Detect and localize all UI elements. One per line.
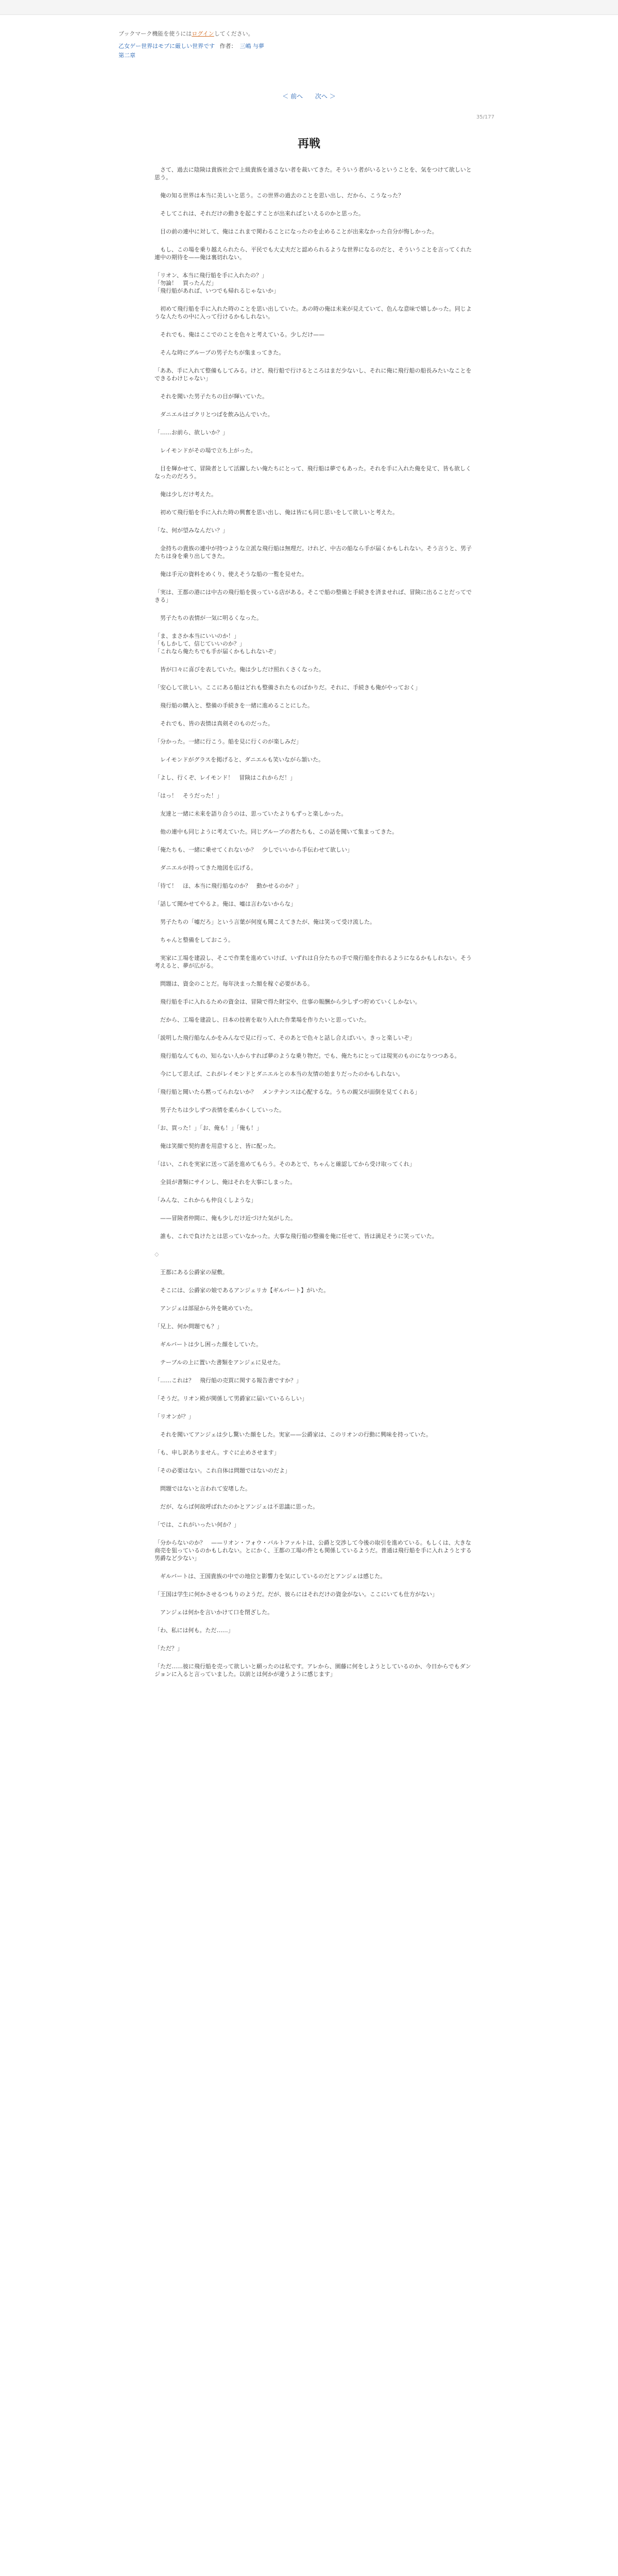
body-paragraph: ダニエルはゴクリとつばを飲み込んでいた。 bbox=[160, 411, 273, 418]
body-paragraph: 「分からないのか？ ——リオン・フォウ・バルトファルトは、公爵と交渉して今後の取引を進めている。もしくは、大きな商売を狙っているのかもしれない。とにかく、王都の工場の件とも関係しているようだ。普通は飛行船を手に入れようとする男爵など少ない」 bbox=[154, 1539, 472, 1562]
body-paragraph: 男子たちの表情が一気に明るくなった。 bbox=[160, 615, 262, 621]
chapter-label bbox=[118, 52, 510, 60]
body-paragraph: 「も、申し訳ありません。すぐに止めさせます」 bbox=[154, 1449, 280, 1456]
body-paragraph: 全員が書類にサインし、俺はそれを大事にしまった。 bbox=[160, 1179, 296, 1185]
body-paragraph: そこには、公爵家の娘であるアンジェリカ【ギルバート】がいた。 bbox=[160, 1287, 330, 1294]
body-paragraph: 「ただ……彼に飛行船を売って欲しいと願ったのは私です。アレから、園藤に何をしようとしているのか、今日からでもダンジョンに入ると言っていました。以前とは何かが違うように感じます」 bbox=[154, 1663, 471, 1677]
body-paragraph: 他の連中も同じように考えていた。同じグループの者たちも、この話を聞いて集まってきた。 bbox=[160, 828, 398, 835]
episode-nav bbox=[0, 92, 618, 100]
body-paragraph: 俺は少しだけ考えた。 bbox=[160, 491, 217, 498]
body-paragraph: 「リオンが？」 bbox=[154, 1413, 194, 1420]
body-paragraph: だから、工場を建設し、日本の技術を取り入れた作業場を作りたいと思っていた。 bbox=[160, 1016, 370, 1023]
body-paragraph: 「リオン、本当に飛行船を手に入れたの？」 「勿論！ 買ったんだ」 「飛行船があれば、いつでも帰れるじゃないか」 bbox=[154, 272, 279, 294]
body-paragraph: 皆が口々に喜びを表していた。俺は少しだけ照れくさくなった。 bbox=[160, 666, 324, 673]
body-paragraph: 初めて飛行船を手に入れた時の興奮を思い出し、俺は皆にも同じ思いをして欲しいと考えた。 bbox=[160, 509, 398, 516]
body-paragraph: 「……お前ら、欲しいか？」 bbox=[154, 429, 228, 436]
body-paragraph: 王都にある公爵家の屋敷。 bbox=[160, 1269, 228, 1276]
body-paragraph: ギルバートは、王国貴族の中での地位と影響力を気にしているのだとアンジェは感じた。 bbox=[160, 1573, 386, 1580]
body-paragraph: 飛行船なんてもの、知らない人からすれば夢のような乗り物だ。でも、俺たちにとっては現実のものになりつつある。 bbox=[160, 1053, 460, 1059]
body-paragraph: 「俺たちも、一緒に乗せてくれないか？ 少しでいいから手伝わせて欲しい」 bbox=[154, 846, 353, 853]
body-paragraph: ——冒険者仲間に、俺も少しだけ近づけた気がした。 bbox=[160, 1215, 296, 1222]
body-paragraph: アンジェは何かを言いかけて口を閉ざした。 bbox=[160, 1609, 273, 1616]
body-paragraph: 問題は、資金のことだ。毎年決まった額を稼ぐ必要がある。 bbox=[160, 980, 313, 987]
chapter-link[interactable]: 第二章 bbox=[118, 52, 135, 59]
login-link[interactable]: ログイン bbox=[192, 30, 214, 37]
author-link[interactable]: 三嶋 与夢 bbox=[239, 43, 264, 49]
body-paragraph: 誰も、これで負けたとは思っていなかった。大事な飛行船の整備を俺に任せて、皆は満足そうに笑っていた。 bbox=[160, 1233, 438, 1240]
body-paragraph: 「はっ！ そうだった！」 bbox=[154, 792, 222, 799]
body-paragraph: 「お、買った！」「お、俺も！」「俺も！」 bbox=[154, 1125, 262, 1131]
body-paragraph: 「はい、これを実家に送って話を進めてもらう。そのあとで、ちゃんと確認してから受け取ってくれ」 bbox=[154, 1161, 415, 1167]
body-paragraph: 「な、何が望みなんだい？」 bbox=[154, 527, 228, 534]
body-paragraph: テーブルの上に置いた書類をアンジェに見せた。 bbox=[160, 1359, 284, 1366]
body-paragraph: だが、ならば何故呼ばれたのかとアンジェは不思議に思った。 bbox=[160, 1503, 319, 1510]
bookmark-notice bbox=[118, 30, 510, 38]
body-paragraph: 「みんな、これからも仲良くしような」 bbox=[154, 1197, 256, 1204]
site-top-bar bbox=[0, 0, 618, 15]
body-paragraph: 目を輝かせて、冒険者として活躍したい俺たちにとって、飛行船は夢でもあった。それを手に入れた俺を見て、皆も欲しくなったのだろう。 bbox=[154, 465, 472, 480]
body-paragraph: それでも、皆の表情は真剣そのものだった。 bbox=[160, 720, 273, 727]
body-paragraph: 俺は笑顔で契約書を用意すると、皆に配った。 bbox=[160, 1143, 279, 1149]
body-paragraph: さて、過去に陰険は貴族社会で上級貴族を通さない者を裁いてきた。そういう者がいるということを、気をつけて欲しいと思う。 bbox=[154, 166, 472, 181]
body-paragraph: 「実は、王都の港には中古の飛行船を扱っている店がある。そこで船の整備と手続きを済ませれば、冒険に出ることだってできる」 bbox=[154, 589, 472, 603]
notice-text-before: ブックマーク機能を使うには bbox=[118, 30, 192, 37]
body-paragraph: 「飛行船と聞いたら黙ってられないか？ メンテナンスは心配するな。うちの親父が面倒を見てくれる」 bbox=[154, 1089, 421, 1095]
body-paragraph: 「王国は学生に何かさせるつもりのようだ。だが、彼らにはそれだけの資金がない。ここにいても仕方がない」 bbox=[154, 1591, 438, 1598]
body-paragraph: 「分かった。一緒に行こう。船を見に行くのが楽しみだ」 bbox=[154, 738, 302, 745]
body-paragraph: 「そうだ。リオン殿が関係して男爵家に届いているらしい」 bbox=[154, 1395, 307, 1402]
body-paragraph: 「ま、まさか本当にいいのか！」 「もしかして、信じていいのか？」 「これなら俺たちでも手が届くかもしれないぞ」 bbox=[154, 633, 279, 655]
body-paragraph: レイモンドがその場で立ち上がった。 bbox=[160, 447, 256, 454]
body-paragraph: 「よし、行くぞ、レイモンド！ 冒険はこれからだ！」 bbox=[154, 774, 296, 781]
body-paragraph: 「話して聞かせてやるよ。俺は、嘘は言わないからな」 bbox=[154, 901, 296, 907]
body-paragraph: 「わ、私には何も。ただ……」 bbox=[154, 1627, 234, 1634]
body-paragraph: 「説明した飛行船なんかをみんなで見に行って、そのあとで色々と話し合えばいい。きっと楽しいぞ」 bbox=[154, 1035, 415, 1041]
body-paragraph: 金持ちの貴族の連中が持つような立派な飛行船は無理だ。けれど、中古の船なら手が届くかもしれない。そう言うと、男子たちは身を乗り出してきた。 bbox=[154, 545, 472, 560]
body-paragraph: ダニエルが持ってきた地図を広げる。 bbox=[160, 865, 256, 871]
novel-body bbox=[154, 166, 474, 1688]
body-paragraph: ギルバートは少し困った顔をしていた。 bbox=[160, 1341, 262, 1348]
body-paragraph: 今にして思えば、これがレイモンドとダニエルとの本当の友情の始まりだったのかもしれない。 bbox=[160, 1071, 404, 1077]
body-paragraph: 「ああ、手に入れて整備もしてみる。けど、飛行船で行けるところはまだ少ないし、それに俺に飛行船の船長みたいなことをできるわけじゃない」 bbox=[154, 367, 472, 382]
body-paragraph: 男子たちの「嘘だろ」という言葉が何度も聞こえてきたが、俺は笑って受け流した。 bbox=[160, 919, 375, 925]
body-paragraph: 友達と一緒に未来を語り合うのは、思っていたよりもずっと楽しかった。 bbox=[160, 810, 347, 817]
novel-meta bbox=[118, 42, 510, 50]
episode-counter: 35/177 bbox=[476, 114, 494, 120]
body-paragraph: 「では、これがいったい何か？」 bbox=[154, 1521, 239, 1528]
body-paragraph: 目の前の連中に対して、俺はこれまで関わることになったのを止めることが出来なかった自分が悔しかった。 bbox=[160, 228, 438, 235]
body-paragraph: アンジェは部屋から外を眺めていた。 bbox=[160, 1305, 256, 1312]
body-paragraph: 「その必要はない。これ自体は問題ではないのだよ」 bbox=[154, 1467, 290, 1474]
series-title-link[interactable]: 乙女ゲー世界はモブに厳しい世界です bbox=[118, 43, 215, 49]
novel-header bbox=[118, 30, 510, 60]
body-paragraph: 「待て！ ほ、本当に飛行船なのか？ 動かせるのか？」 bbox=[154, 883, 302, 889]
body-paragraph: 問題ではないと言われて安堵した。 bbox=[160, 1485, 251, 1492]
body-paragraph: 飛行船の購入と、整備の手続きを一緒に進めることにした。 bbox=[160, 702, 313, 709]
body-paragraph: 飛行船を手に入れるための資金は、冒険で得た財宝や、仕事の報酬から少しずつ貯めていくしかない。 bbox=[160, 998, 421, 1005]
body-paragraph: 俺の知る世界は本当に美しいと思う。この世界の過去のことを思い出し、だから、こうなった？ bbox=[160, 192, 404, 199]
scene-separator: ◇ bbox=[154, 1251, 159, 1258]
episode-title: 再戦 bbox=[297, 138, 320, 150]
body-paragraph: 「兄上、何か問題でも？」 bbox=[154, 1323, 222, 1330]
author-label: 作者： bbox=[219, 43, 237, 49]
body-paragraph: 初めて飛行船を手に入れた時のことを思い出していた。あの時の俺は未来が見えていて、色んな意味で嬉しかった。同じような人たちの中に入って行けるかもしれない。 bbox=[154, 306, 472, 320]
body-paragraph: レイモンドがグラスを掲げると、ダニエルも笑いながら頷いた。 bbox=[160, 756, 324, 763]
body-paragraph: 「安心して欲しい。ここにある船はどれも整備されたものばかりだ。それに、手続きも俺がやっておく」 bbox=[154, 684, 421, 691]
body-paragraph: それを聞いてアンジェは少し驚いた顔をした。実家——公爵家は、このリオンの行動に興味を持っていた。 bbox=[160, 1431, 432, 1438]
body-paragraph: 男子たちは少しずつ表情を柔らかくしていった。 bbox=[160, 1107, 285, 1113]
body-paragraph: 「……これは？ 飛行船の売買に関する報告書ですか？」 bbox=[154, 1377, 302, 1384]
body-paragraph: それを聞いた男子たちの目が輝いていた。 bbox=[160, 393, 268, 400]
body-paragraph: ちゃんと整備をしておこう。 bbox=[160, 937, 234, 943]
body-paragraph: 「ただ？」 bbox=[154, 1645, 183, 1652]
next-episode-link[interactable]: 次へ ＞ bbox=[315, 93, 336, 100]
prev-episode-link[interactable]: ＜ 前へ bbox=[282, 93, 303, 100]
body-paragraph: それでも、俺はここでのことを色々と考えている。少しだけ—— bbox=[160, 331, 324, 338]
body-paragraph: そんな時にグループの男子たちが集まってきた。 bbox=[160, 349, 285, 356]
notice-text-after: してください。 bbox=[214, 30, 254, 37]
body-paragraph: そしてこれは、それだけの動きを起こすことが出来ればといえるのかと思った。 bbox=[160, 210, 364, 217]
body-paragraph: 実家に工場を建設し、そこで作業を進めていけば、いずれは自分たちの手で飛行船を作れるようになるかもしれない。そう考えると、夢が広がる。 bbox=[154, 955, 472, 969]
body-paragraph: もし、この場を乗り越えられたら、平民でも大丈夫だと認められるような世界になるのだと、そういうことを言ってくれた連中の期待を——俺は裏切れない。 bbox=[154, 246, 472, 261]
body-paragraph: 俺は手元の資料をめくり、使えそうな船の一覧を見せた。 bbox=[160, 571, 307, 578]
